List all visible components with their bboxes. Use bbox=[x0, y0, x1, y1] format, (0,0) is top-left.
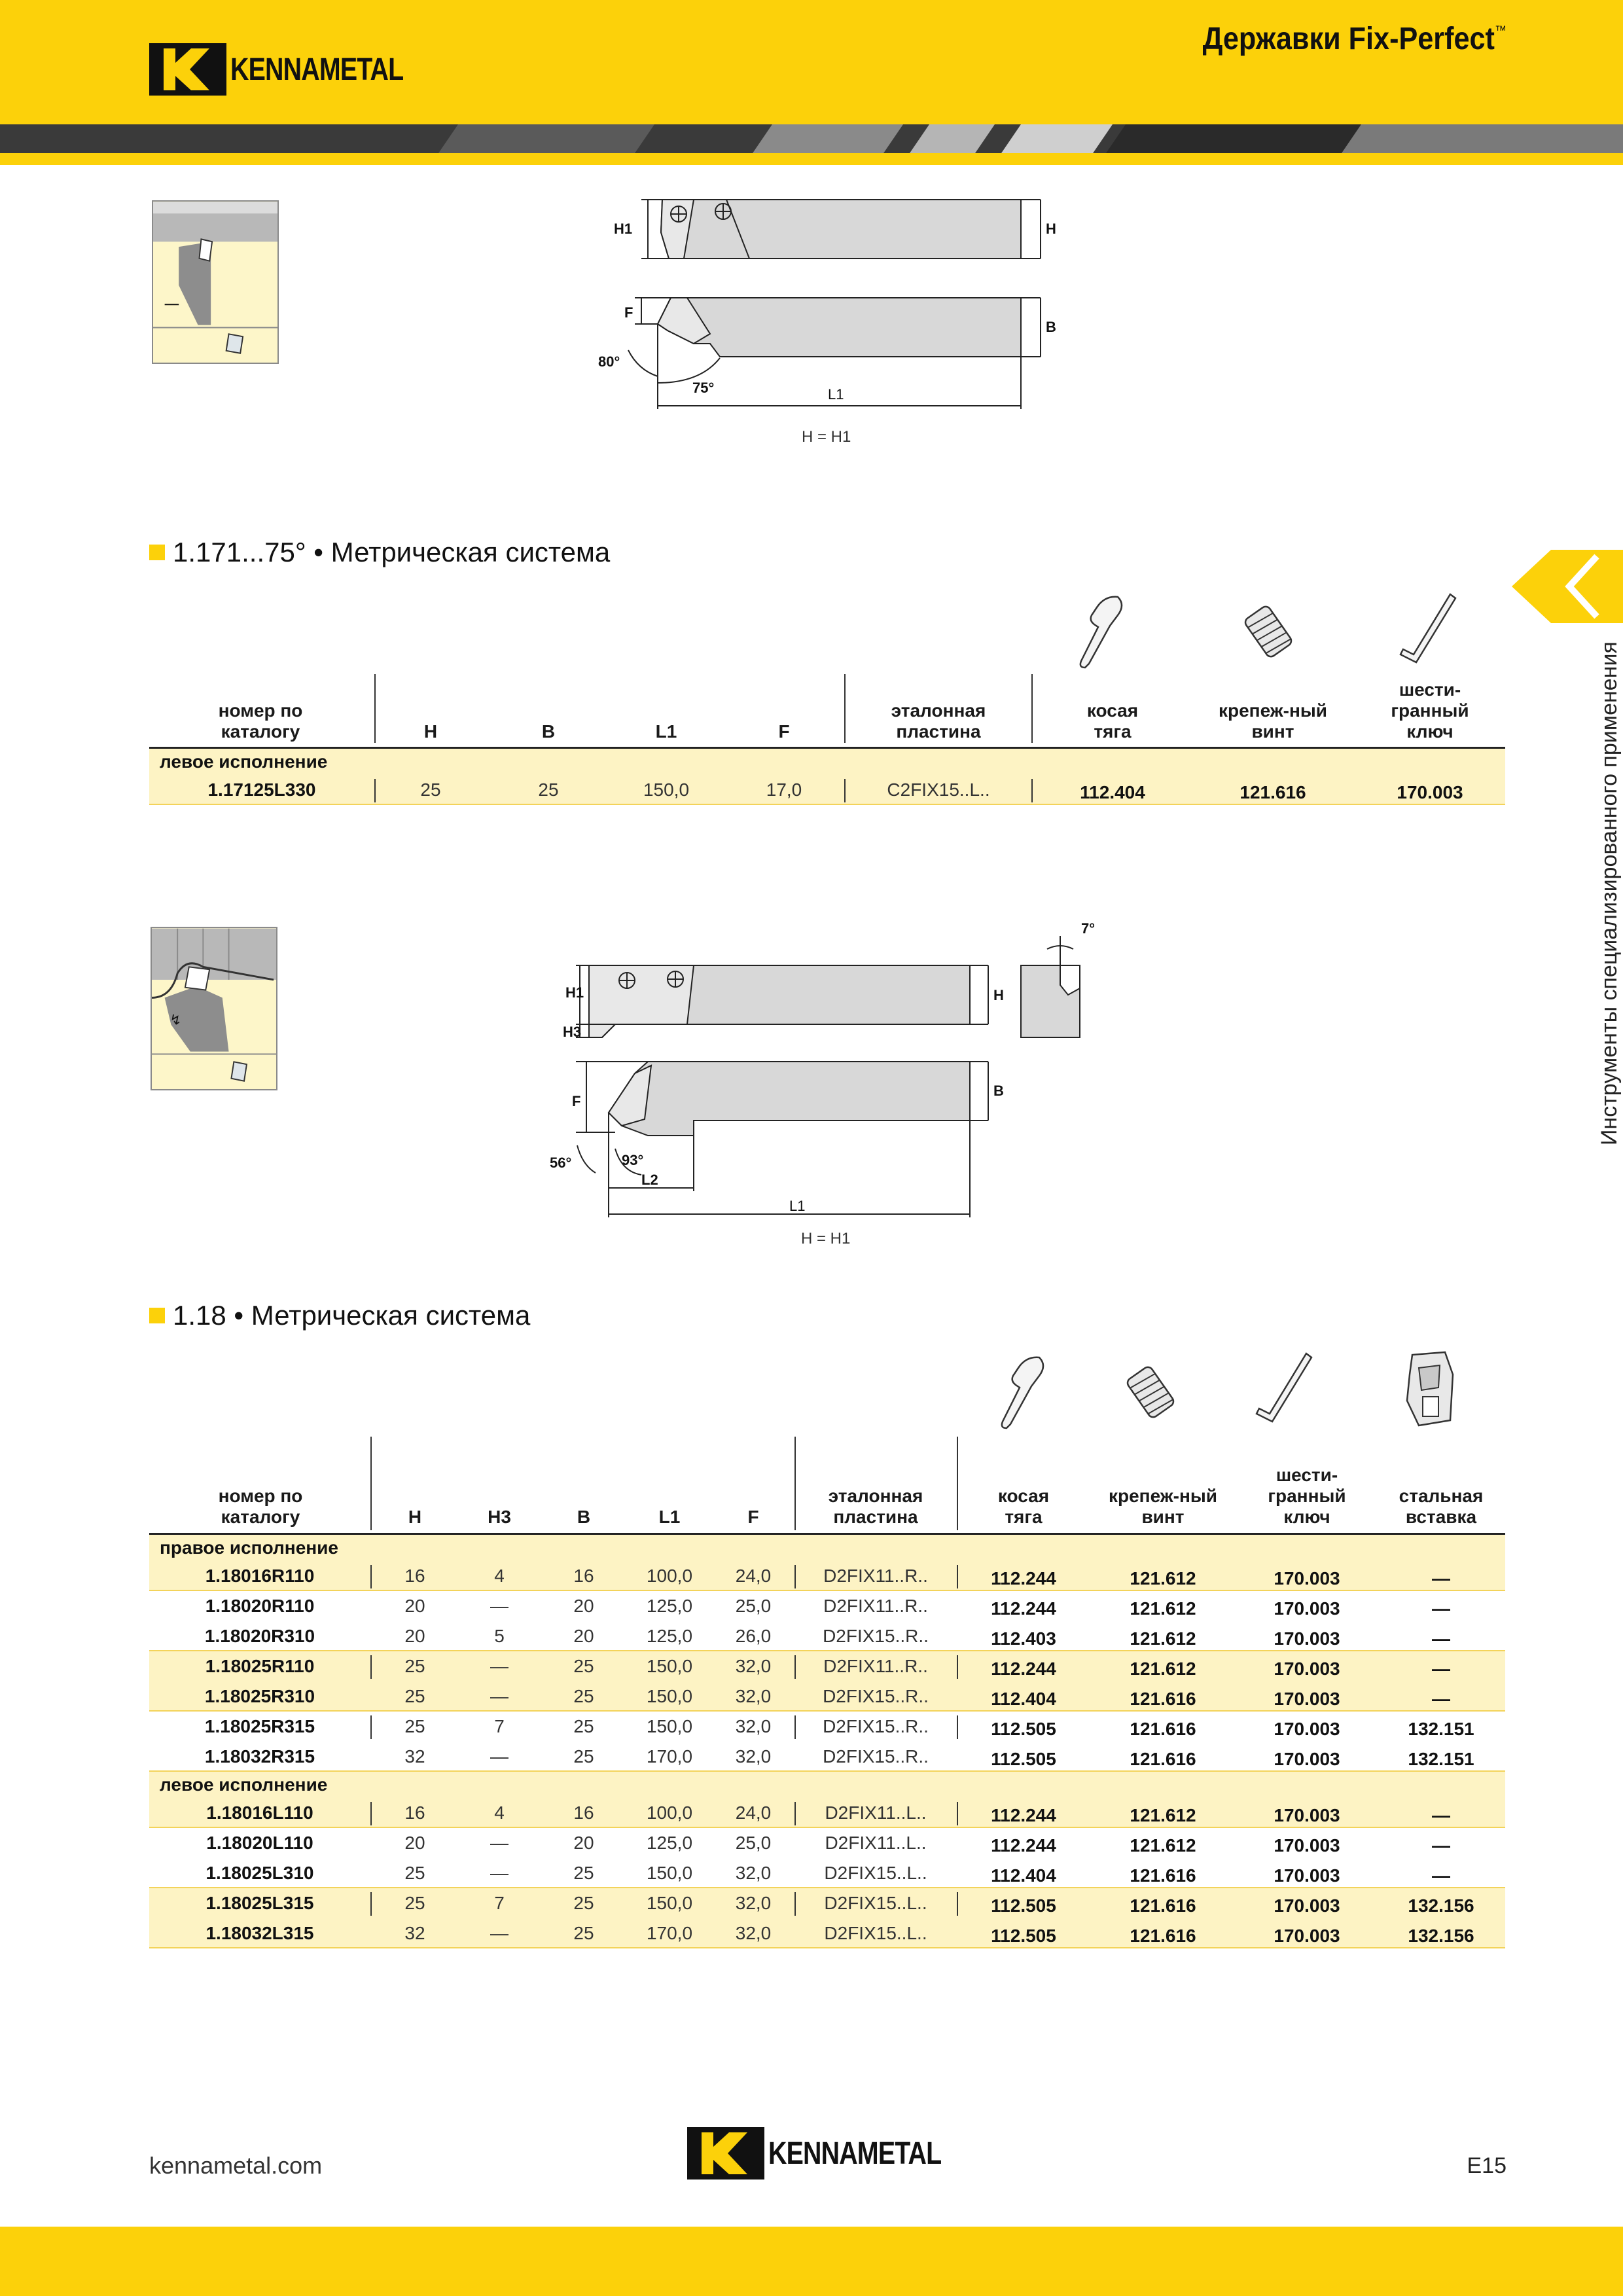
screw-icon bbox=[1118, 1356, 1183, 1428]
col-divider bbox=[794, 1565, 796, 1588]
cell-h: 25 bbox=[404, 1656, 425, 1676]
cell-shim: — bbox=[1432, 1835, 1450, 1856]
cell-f: 24,0 bbox=[735, 1566, 772, 1586]
cell-h3: — bbox=[490, 1923, 508, 1943]
cell-screw: 121.612 bbox=[1130, 1805, 1196, 1825]
cell-shim: — bbox=[1432, 1659, 1450, 1679]
cell-screw: 121.612 bbox=[1130, 1568, 1196, 1588]
cell-catalog: 1.18025R310 bbox=[204, 1686, 315, 1706]
cell-clamp: 112.505 bbox=[991, 1719, 1056, 1739]
col-l1-header: L1 bbox=[658, 1507, 681, 1527]
col-catalog-header-line1: номер по bbox=[218, 1486, 303, 1506]
col-divider bbox=[370, 1437, 372, 1530]
table-row bbox=[149, 1712, 1505, 1742]
cell-catalog: 1.18032L315 bbox=[205, 1923, 314, 1943]
dim2-l2-label: L2 bbox=[641, 1172, 658, 1188]
col-divider bbox=[794, 1437, 796, 1530]
cell-key: 170.003 bbox=[1274, 1568, 1340, 1588]
cell-insert: D2FIX15..L.. bbox=[824, 1923, 927, 1943]
cell-clamp: 112.244 bbox=[991, 1568, 1056, 1588]
dim-h-label: H bbox=[1046, 221, 1056, 237]
cell-insert: D2FIX15..R.. bbox=[823, 1686, 929, 1706]
cell-catalog: 1.18025L315 bbox=[205, 1893, 314, 1913]
cell-h: 32 bbox=[404, 1746, 425, 1767]
col-screw-header-line2: винт bbox=[1251, 721, 1294, 742]
cell-l1: 150,0 bbox=[646, 1893, 693, 1913]
group-row bbox=[149, 749, 1505, 775]
cell-f: 17,0 bbox=[766, 780, 802, 800]
footer-logo bbox=[687, 2127, 979, 2179]
cell-key: 170.003 bbox=[1274, 1805, 1340, 1825]
cell-catalog: 1.18016L110 bbox=[206, 1803, 313, 1823]
cell-f: 25,0 bbox=[735, 1833, 772, 1853]
cell-screw: 121.616 bbox=[1130, 1689, 1196, 1709]
col-shim-header-line2: вставка bbox=[1405, 1507, 1477, 1527]
col-clamp-header-line1: косая bbox=[1086, 700, 1139, 721]
cell-key: 170.003 bbox=[1274, 1659, 1340, 1679]
col-screw-header-line1: крепеж-ный bbox=[1218, 700, 1328, 721]
cell-b: 25 bbox=[573, 1893, 594, 1913]
col-divider bbox=[794, 1802, 796, 1825]
section-2-title bbox=[149, 1300, 530, 1331]
cell-clamp: 112.403 bbox=[991, 1628, 1056, 1649]
angle-93-label: 93° bbox=[622, 1152, 644, 1168]
cell-b: 25 bbox=[538, 780, 559, 800]
cell-catalog: 1.18020L110 bbox=[206, 1833, 313, 1853]
cell-clamp: 112.404 bbox=[991, 1689, 1056, 1709]
dim2-h-label: H bbox=[993, 987, 1004, 1003]
cell-key: 170.003 bbox=[1274, 1689, 1340, 1709]
cell-clamp: 112.244 bbox=[991, 1805, 1056, 1825]
table-row bbox=[149, 1591, 1505, 1621]
col-catalog-header-line1: номер по bbox=[218, 700, 303, 721]
cell-screw: 121.612 bbox=[1130, 1835, 1196, 1856]
cell-key: 170.003 bbox=[1274, 1628, 1340, 1649]
table-row bbox=[149, 1918, 1505, 1948]
cell-b: 20 bbox=[573, 1596, 594, 1616]
col-screw-header bbox=[1089, 1486, 1237, 1528]
angle-56-label: 56° bbox=[550, 1155, 572, 1171]
col-shim-header bbox=[1377, 1486, 1505, 1528]
cell-catalog: 1.18016R110 bbox=[205, 1566, 315, 1586]
col-divider bbox=[794, 1655, 796, 1679]
col-divider bbox=[1031, 779, 1033, 802]
cell-h: 20 bbox=[404, 1626, 425, 1646]
cell-shim: — bbox=[1432, 1805, 1450, 1825]
cell-key: 170.003 bbox=[1274, 1926, 1340, 1946]
cell-shim: — bbox=[1432, 1689, 1450, 1709]
header-brand: KENNAMETAL bbox=[230, 52, 404, 87]
cell-l1: 150,0 bbox=[646, 1656, 693, 1676]
col-catalog-header bbox=[149, 700, 372, 742]
col-insert-header-line2: пластина bbox=[833, 1507, 918, 1527]
cell-b: 25 bbox=[573, 1746, 594, 1767]
equality-note: H = H1 bbox=[802, 428, 851, 446]
cell-insert: D2FIX15..R.. bbox=[823, 1716, 929, 1736]
hex-key-icon bbox=[1393, 589, 1465, 674]
dim-l1-label: L1 bbox=[828, 386, 844, 403]
cell-b: 20 bbox=[573, 1833, 594, 1853]
col-clamp-header-line1: косая bbox=[997, 1486, 1050, 1506]
screw-icon bbox=[1236, 596, 1301, 668]
col-b-header: B bbox=[577, 1507, 591, 1527]
section-1-title-text: 1.171...75° • Метрическая система bbox=[173, 537, 611, 567]
cell-catalog: 1.18032R315 bbox=[204, 1746, 315, 1767]
table-row bbox=[149, 1561, 1505, 1591]
footer-bar bbox=[0, 2227, 1623, 2296]
cell-catalog: 1.18020R110 bbox=[205, 1596, 315, 1616]
operation-thumbnail-2 bbox=[151, 927, 277, 1090]
cell-screw: 121.612 bbox=[1130, 1598, 1196, 1619]
section-1-table bbox=[149, 583, 1505, 812]
col-h-header: H bbox=[408, 1507, 422, 1527]
table-row bbox=[149, 1742, 1505, 1772]
cell-clamp: 112.244 bbox=[991, 1835, 1056, 1856]
dim2-h3-label: H3 bbox=[563, 1024, 582, 1040]
col-catalog-header-line2: каталогу bbox=[221, 721, 300, 742]
cell-f: 24,0 bbox=[735, 1803, 772, 1823]
dim-f-label: F bbox=[624, 304, 633, 321]
col-divider bbox=[374, 674, 376, 743]
col-clamp-header-line2: тяга bbox=[1005, 1507, 1043, 1527]
col-screw-header-line1: крепеж-ный bbox=[1108, 1486, 1218, 1506]
cell-b: 16 bbox=[573, 1566, 594, 1586]
cell-screw: 121.616 bbox=[1240, 782, 1306, 802]
cell-h: 25 bbox=[404, 1716, 425, 1736]
cell-l1: 125,0 bbox=[646, 1626, 693, 1646]
table-row bbox=[149, 1621, 1505, 1651]
cell-clamp: 112.505 bbox=[991, 1749, 1056, 1769]
cell-insert: D2FIX11..R.. bbox=[823, 1566, 928, 1586]
col-catalog-header-line2: каталогу bbox=[221, 1507, 300, 1527]
cell-insert: D2FIX15..L.. bbox=[824, 1863, 927, 1883]
dim2-h1-label: H1 bbox=[565, 984, 584, 1001]
dim2-l1-label: L1 bbox=[789, 1198, 806, 1214]
cell-f: 32,0 bbox=[735, 1686, 772, 1706]
cell-l1: 100,0 bbox=[646, 1566, 693, 1586]
cell-key: 170.003 bbox=[1274, 1719, 1340, 1739]
table-row bbox=[149, 775, 1505, 805]
svg-text:↯: ↯ bbox=[169, 1012, 182, 1028]
cell-clamp: 112.244 bbox=[991, 1659, 1056, 1679]
group-label: левое исполнение bbox=[160, 1774, 328, 1795]
title-bullet-square bbox=[149, 1308, 165, 1323]
col-catalog-header bbox=[149, 1486, 372, 1528]
cell-l1: 150,0 bbox=[646, 1716, 693, 1736]
col-screw-header-line2: винт bbox=[1141, 1507, 1185, 1527]
cell-h: 25 bbox=[404, 1893, 425, 1913]
cell-screw: 121.616 bbox=[1130, 1865, 1196, 1886]
col-insert-header-line1: эталонная bbox=[828, 1486, 923, 1506]
cell-b: 25 bbox=[573, 1656, 594, 1676]
side-tab-label bbox=[1577, 641, 1622, 1145]
cell-screw: 121.616 bbox=[1130, 1719, 1196, 1739]
col-insert-header-line2: пластина bbox=[896, 721, 981, 742]
footer-brand: KENNAMETAL bbox=[768, 2136, 942, 2171]
col-divider bbox=[957, 1437, 958, 1530]
cell-l1: 125,0 bbox=[646, 1833, 693, 1853]
cell-insert: C2FIX15..L.. bbox=[887, 780, 990, 800]
col-clamp-header-line2: тяга bbox=[1094, 721, 1132, 742]
cell-key: 170.003 bbox=[1274, 1835, 1340, 1856]
cell-b: 25 bbox=[573, 1716, 594, 1736]
toolholder-drawing-2 bbox=[537, 916, 1113, 1257]
cell-h3: — bbox=[490, 1596, 508, 1616]
dim2-f-label: F bbox=[572, 1093, 581, 1109]
cell-f: 26,0 bbox=[735, 1626, 772, 1646]
cell-f: 32,0 bbox=[735, 1716, 772, 1736]
dim2-b-label: B bbox=[993, 1083, 1004, 1099]
cell-key: 170.003 bbox=[1397, 782, 1463, 802]
group-label-left: левое исполнение bbox=[160, 751, 328, 772]
cell-h: 25 bbox=[404, 1863, 425, 1883]
col-divider bbox=[1031, 674, 1033, 743]
section-1-title bbox=[149, 537, 610, 568]
side-tab-arrow bbox=[1512, 550, 1623, 623]
col-divider bbox=[794, 1715, 796, 1739]
clamp-icon bbox=[1072, 589, 1131, 674]
col-clamp-header bbox=[1034, 700, 1191, 742]
cell-key: 170.003 bbox=[1274, 1598, 1340, 1619]
col-key-header-line3: ключ bbox=[1283, 1507, 1330, 1527]
cell-h3: 4 bbox=[494, 1566, 505, 1586]
col-key-header-line2: гранный bbox=[1391, 700, 1469, 721]
cell-screw: 121.612 bbox=[1130, 1628, 1196, 1649]
cell-screw: 121.612 bbox=[1130, 1659, 1196, 1679]
cell-catalog: 1.17125L330 bbox=[207, 780, 316, 800]
cell-h3: — bbox=[490, 1833, 508, 1853]
cell-insert: D2FIX15..R.. bbox=[823, 1626, 929, 1646]
kennametal-logo-icon bbox=[687, 2127, 764, 2179]
col-h-header: H bbox=[423, 721, 438, 742]
col-l1-header: L1 bbox=[655, 721, 677, 742]
page-header bbox=[0, 0, 1623, 124]
col-insert-header bbox=[797, 1486, 954, 1528]
cell-shim: — bbox=[1432, 1865, 1450, 1886]
col-f-header: F bbox=[778, 721, 790, 742]
cell-insert: D2FIX15..L.. bbox=[824, 1893, 927, 1913]
cell-h: 20 bbox=[404, 1596, 425, 1616]
col-key-header-line3: ключ bbox=[1406, 721, 1454, 742]
cell-b: 20 bbox=[573, 1626, 594, 1646]
cell-insert: D2FIX11..L.. bbox=[825, 1803, 927, 1823]
cell-h3: 4 bbox=[494, 1803, 505, 1823]
table-row bbox=[149, 1828, 1505, 1858]
cell-b: 25 bbox=[573, 1686, 594, 1706]
cell-f: 32,0 bbox=[735, 1746, 772, 1767]
page-number: E15 bbox=[1467, 2153, 1507, 2178]
cell-f: 32,0 bbox=[735, 1863, 772, 1883]
col-key-header-line1: шести- bbox=[1275, 1465, 1338, 1485]
cell-b: 16 bbox=[573, 1803, 594, 1823]
cell-shim: 132.156 bbox=[1408, 1895, 1474, 1916]
cell-l1: 125,0 bbox=[646, 1596, 693, 1616]
cell-h3: 7 bbox=[494, 1893, 505, 1913]
angle-75-label: 75° bbox=[692, 380, 715, 396]
cell-h3: — bbox=[490, 1686, 508, 1706]
cell-h3: — bbox=[490, 1863, 508, 1883]
section-2-title-text: 1.18 • Метрическая система bbox=[173, 1300, 531, 1331]
cell-screw: 121.616 bbox=[1130, 1926, 1196, 1946]
cell-key: 170.003 bbox=[1274, 1749, 1340, 1769]
col-insert-header bbox=[846, 700, 1031, 742]
cell-shim: — bbox=[1432, 1598, 1450, 1619]
cell-h3: — bbox=[490, 1746, 508, 1767]
cell-key: 170.003 bbox=[1274, 1895, 1340, 1916]
cell-insert: D2FIX11..R.. bbox=[823, 1656, 928, 1676]
table-row bbox=[149, 1888, 1505, 1918]
col-insert-header-line1: эталонная bbox=[891, 700, 986, 721]
cell-f: 32,0 bbox=[735, 1923, 772, 1943]
kennametal-logo-icon bbox=[149, 43, 226, 96]
cell-screw: 121.616 bbox=[1130, 1895, 1196, 1916]
cell-l1: 170,0 bbox=[646, 1746, 693, 1767]
cell-clamp: 112.505 bbox=[991, 1895, 1056, 1916]
cell-shim: 132.151 bbox=[1408, 1749, 1474, 1769]
toolholder-drawing-1 bbox=[589, 187, 1060, 458]
col-screw-header bbox=[1191, 700, 1355, 742]
col-shim-header-line1: стальная bbox=[1399, 1486, 1484, 1506]
col-key-header bbox=[1355, 679, 1505, 742]
cell-h3: 5 bbox=[494, 1626, 505, 1646]
title-bullet-square bbox=[149, 545, 165, 560]
header-yellow-line bbox=[0, 153, 1623, 165]
dim-h1-label: H1 bbox=[614, 221, 633, 237]
col-b-header: B bbox=[541, 721, 556, 742]
side-tab-text: Инструменты специализированного применения bbox=[1597, 641, 1622, 1145]
cell-clamp: 112.505 bbox=[991, 1926, 1056, 1946]
angle-7-label: 7° bbox=[1081, 920, 1096, 937]
trademark-sign: ™ bbox=[1495, 24, 1507, 38]
footer-url[interactable]: kennametal.com bbox=[149, 2152, 323, 2179]
col-h3-header: H3 bbox=[488, 1507, 511, 1527]
cell-shim: 132.151 bbox=[1408, 1719, 1474, 1739]
cell-catalog: 1.18025R110 bbox=[205, 1656, 315, 1676]
cell-h: 25 bbox=[404, 1686, 425, 1706]
col-key-header bbox=[1237, 1465, 1377, 1528]
cell-clamp: 112.244 bbox=[991, 1598, 1056, 1619]
cell-shim: — bbox=[1432, 1628, 1450, 1649]
cell-b: 25 bbox=[573, 1863, 594, 1883]
cell-key: 170.003 bbox=[1274, 1865, 1340, 1886]
cell-insert: D2FIX11..R.. bbox=[823, 1596, 928, 1616]
group-row bbox=[149, 1772, 1505, 1798]
page-title-text: Державки Fix-Perfect bbox=[1202, 22, 1495, 56]
cell-b: 25 bbox=[573, 1923, 594, 1943]
group-row bbox=[149, 1535, 1505, 1561]
cell-f: 25,0 bbox=[735, 1596, 772, 1616]
cell-catalog: 1.18020R310 bbox=[204, 1626, 315, 1646]
col-key-header-line1: шести- bbox=[1399, 679, 1461, 700]
dim-b-label: B bbox=[1046, 319, 1056, 335]
col-divider bbox=[844, 674, 846, 743]
cell-catalog: 1.18025R315 bbox=[204, 1716, 315, 1736]
cell-h: 20 bbox=[404, 1833, 425, 1853]
cell-catalog: 1.18025L310 bbox=[205, 1863, 314, 1883]
cell-l1: 170,0 bbox=[646, 1923, 693, 1943]
table-row bbox=[149, 1858, 1505, 1888]
cell-l1: 150,0 bbox=[646, 1863, 693, 1883]
cell-screw: 121.616 bbox=[1130, 1749, 1196, 1769]
header-logo bbox=[149, 43, 441, 96]
cell-clamp: 112.404 bbox=[991, 1865, 1056, 1886]
cell-h: 16 bbox=[404, 1566, 425, 1586]
col-clamp-header bbox=[958, 1486, 1089, 1528]
group-label: правое исполнение bbox=[160, 1537, 338, 1558]
cell-l1: 150,0 bbox=[646, 1686, 693, 1706]
equality-note-2: H = H1 bbox=[801, 1230, 851, 1247]
steel-shim-icon bbox=[1393, 1348, 1465, 1433]
col-key-header-line2: гранный bbox=[1268, 1486, 1346, 1506]
cell-l1: 150,0 bbox=[643, 780, 690, 800]
page-title bbox=[1203, 21, 1507, 57]
cell-h3: — bbox=[490, 1656, 508, 1676]
cell-h: 16 bbox=[404, 1803, 425, 1823]
cell-f: 32,0 bbox=[735, 1656, 772, 1676]
cell-shim: 132.156 bbox=[1408, 1926, 1474, 1946]
cell-h: 32 bbox=[404, 1923, 425, 1943]
operation-thumbnail-1 bbox=[152, 200, 279, 364]
cell-insert: D2FIX11..L.. bbox=[825, 1833, 927, 1853]
cell-h3: 7 bbox=[494, 1716, 505, 1736]
clamp-icon bbox=[993, 1350, 1052, 1435]
col-divider bbox=[794, 1892, 796, 1916]
cell-insert: D2FIX15..R.. bbox=[823, 1746, 929, 1767]
cell-h: 25 bbox=[420, 780, 441, 800]
hex-key-icon bbox=[1249, 1348, 1321, 1433]
table-row bbox=[149, 1651, 1505, 1681]
cell-clamp: 112.404 bbox=[1080, 782, 1145, 802]
cell-f: 32,0 bbox=[735, 1893, 772, 1913]
angle-80-label: 80° bbox=[598, 353, 620, 370]
table-row bbox=[149, 1681, 1505, 1712]
col-f-header: F bbox=[747, 1507, 759, 1527]
cell-l1: 100,0 bbox=[646, 1803, 693, 1823]
cell-shim: — bbox=[1432, 1568, 1450, 1588]
header-stripe bbox=[0, 124, 1623, 153]
table-row bbox=[149, 1798, 1505, 1828]
section-2-table bbox=[149, 1342, 1505, 1970]
